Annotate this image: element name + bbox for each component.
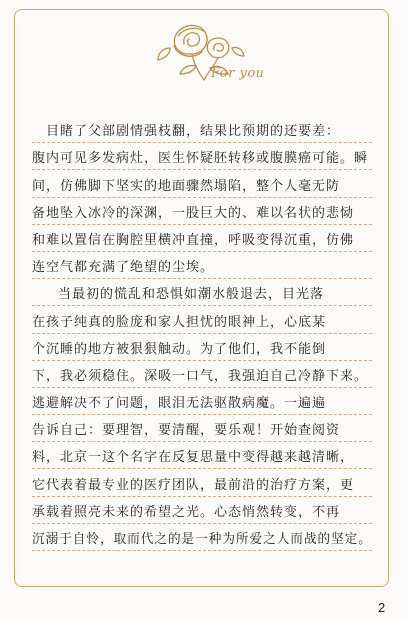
text-line (32, 415, 372, 442)
text-line (32, 442, 372, 469)
line-text: 和难以置信在胸腔里横冲直撞，呼吸变得沉重，仿佛 (32, 232, 355, 248)
line-text: 沉溺于自怜，取而代之的是一种为所爱之人而战的坚定。 (32, 532, 372, 547)
line-text: 承载着照亮未来的希望之光。心态悄然转变，不再 (32, 504, 341, 520)
line-text: 间，仿佛脚下坚实的地面骤然塌陷，整个人毫无防 (32, 178, 341, 194)
line-text: 腹内可见多发病灶，医生怀疑胚转移或腹膜癌可能。瞬 (32, 151, 369, 167)
line-text: 在孩子纯真的脸庞和家人担忧的眼神上，心底某 (32, 314, 327, 330)
line-text: 备地坠入冰冷的深渊，一股巨大的、难以名状的悲恸 (32, 205, 355, 221)
text-line (32, 361, 372, 388)
text-line (32, 252, 372, 279)
text-line (32, 225, 372, 252)
line-text: 个沉睡的地方被狠狠触动。为了他们，我不能倒 (32, 341, 327, 357)
text-line (32, 170, 372, 197)
text-line (32, 279, 372, 306)
text-line (32, 524, 372, 551)
for-you-greeting: For you (211, 66, 265, 81)
text-line (32, 116, 372, 143)
text-line (32, 198, 372, 225)
text-line (32, 469, 372, 496)
line-text: 连空气都充满了绝望的尘埃。 (32, 260, 215, 276)
line-text: 它代表着最专业的医疗团队，最前沿的治疗方案，更 (32, 477, 355, 493)
line-text: 当最初的慌乱和恐惧如潮水般退去，目光落 (58, 287, 325, 303)
line-text: 料，北京一这个名字在反复思量中变得越来越清晰， (32, 450, 355, 466)
line-text: 告诉自己：要理智，要清醒，要乐观！开始查阅资 (32, 423, 341, 439)
text-line (32, 388, 372, 415)
text-line (32, 334, 372, 361)
line-text: 目睹了父部剧情强枝翻，结果比预期的还要差： (46, 124, 341, 140)
line-text: 逃避解决不了问题，眼泪无法驱散病魔。一遍遍 (32, 396, 327, 412)
page-number: 2 (378, 600, 386, 615)
text-line (32, 306, 372, 333)
handwritten-text-area (32, 116, 372, 551)
text-line (32, 497, 372, 524)
text-line (32, 143, 372, 170)
line-text: 下，我必须稳住。深吸一口气，我强迫自己冷静下来。 (32, 368, 369, 384)
